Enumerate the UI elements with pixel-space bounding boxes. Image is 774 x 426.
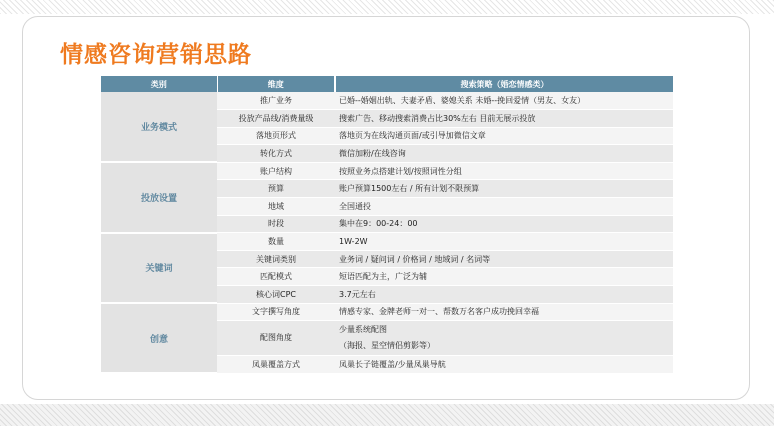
dimension-cell: 转化方式 [217, 145, 335, 163]
top-pattern-band [0, 0, 774, 14]
dimension-cell: 地域 [217, 198, 335, 216]
detail-cell: 3.7元左右 [335, 286, 673, 304]
category-cell: 投放设置 [101, 162, 217, 232]
detail-line: （海报、星空情侣剪影等） [339, 341, 435, 351]
header-category: 类别 [101, 76, 217, 92]
detail-line: 少量系统配图 [339, 325, 387, 335]
dimension-cell: 核心词CPC [217, 286, 335, 304]
detail-cell: 业务词 / 疑问词 / 价格词 / 地域词 / 名词等 [335, 250, 673, 268]
detail-cell: 集中在9：00-24：00 [335, 215, 673, 233]
table-row [101, 162, 673, 180]
dimension-cell: 落地页形式 [217, 127, 335, 145]
dimension-cell: 配图角度 [217, 321, 335, 356]
table-row [101, 303, 673, 321]
dimension-cell: 关键词类别 [217, 250, 335, 268]
detail-cell: 1W-2W [335, 233, 673, 251]
page-title: 情感咨询营销思路 [60, 42, 252, 68]
table-row [101, 233, 673, 251]
strategy-table [101, 76, 673, 374]
bottom-pattern-band [0, 404, 774, 426]
dimension-cell: 凤巢覆盖方式 [217, 356, 335, 374]
dimension-cell: 时段 [217, 215, 335, 233]
detail-cell: 按照业务点搭建计划/按照词性分组 [335, 162, 673, 180]
detail-cell: 全国通投 [335, 198, 673, 216]
category-cell: 创意 [101, 303, 217, 373]
detail-cell: 已婚--婚姻出轨、夫妻矛盾、婆媳关系 未婚--挽回爱情（男友、女友） [335, 92, 673, 110]
header-strategy: 搜索策略（婚恋情感类） [335, 76, 673, 92]
dimension-cell: 匹配模式 [217, 268, 335, 286]
detail-cell: 落地页为在线沟通页面/或引导加微信文章 [335, 127, 673, 145]
dimension-cell: 文字撰写角度 [217, 303, 335, 321]
detail-cell: 搜索广告、移动搜索消费占比30%左右 目前无展示投放 [335, 110, 673, 128]
detail-cell [335, 321, 673, 356]
detail-cell: 凤巢长子链覆盖/少量凤巢导航 [335, 356, 673, 374]
category-cell: 关键词 [101, 233, 217, 303]
header-dimension: 维度 [217, 76, 335, 92]
dimension-cell: 推广业务 [217, 92, 335, 110]
detail-cell: 账户预算1500左右 / 所有计划不限预算 [335, 180, 673, 198]
dimension-cell: 数量 [217, 233, 335, 251]
detail-cell: 微信加粉/在线咨询 [335, 145, 673, 163]
table-header-row [101, 76, 673, 92]
table-row [101, 92, 673, 110]
detail-cell: 短语匹配为主，广泛为辅 [335, 268, 673, 286]
dimension-cell: 投放产品线/消费量级 [217, 110, 335, 128]
detail-cell: 情感专家、金牌老师一对一、帮数万名客户成功挽回幸福 [335, 303, 673, 321]
dimension-cell: 账户结构 [217, 162, 335, 180]
dimension-cell: 预算 [217, 180, 335, 198]
category-cell: 业务模式 [101, 92, 217, 162]
